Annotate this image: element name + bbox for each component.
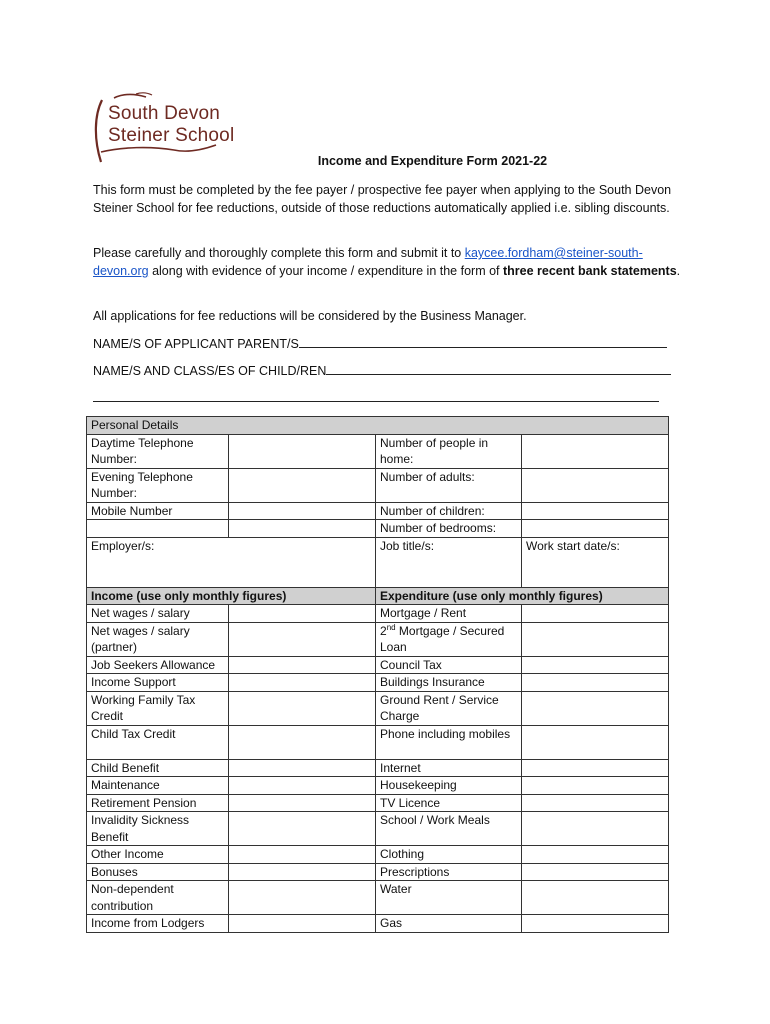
mobile-input[interactable] xyxy=(229,502,376,520)
income-header: Income (use only monthly figures) xyxy=(87,587,376,605)
evening-phone-input[interactable] xyxy=(229,468,376,502)
income-label: Non-dependent contribution xyxy=(87,881,229,915)
income-label: Child Benefit xyxy=(87,759,229,777)
table-row xyxy=(87,881,669,915)
expense-input[interactable] xyxy=(522,725,669,759)
expense-label: Internet xyxy=(376,759,522,777)
table-row xyxy=(87,674,669,692)
people-in-home-input[interactable] xyxy=(522,434,669,468)
work-start-input[interactable] xyxy=(522,537,669,587)
income-label: Net wages / salary xyxy=(87,605,229,623)
income-input[interactable] xyxy=(229,605,376,623)
blank-input-cell[interactable] xyxy=(229,520,376,538)
personal-details-header: Personal Details xyxy=(87,417,669,435)
money-header-row xyxy=(87,587,669,605)
income-label: Maintenance xyxy=(87,777,229,795)
table-row xyxy=(87,915,669,933)
table-row xyxy=(87,759,669,777)
table-row xyxy=(87,502,669,520)
expense-label: TV Licence xyxy=(376,794,522,812)
expense-label: School / Work Meals xyxy=(376,812,522,846)
income-label: Job Seekers Allowance xyxy=(87,656,229,674)
expense-input[interactable] xyxy=(522,777,669,795)
child-names-field xyxy=(93,363,671,378)
expense-label: Water xyxy=(376,881,522,915)
logo-text-line2: Steiner School xyxy=(108,125,235,146)
income-label: Working Family Tax Credit xyxy=(87,691,229,725)
income-input[interactable] xyxy=(229,863,376,881)
table-row xyxy=(87,794,669,812)
children-label: Number of children: xyxy=(376,502,522,520)
adults-input[interactable] xyxy=(522,468,669,502)
expense-label: Council Tax xyxy=(376,656,522,674)
people-in-home-label: Number of people in home: xyxy=(376,434,522,468)
employer-input[interactable] xyxy=(87,537,376,587)
table-row xyxy=(87,434,669,468)
parent-names-line[interactable] xyxy=(299,336,667,348)
income-label: Retirement Pension xyxy=(87,794,229,812)
child-names-line[interactable] xyxy=(326,363,671,375)
income-input[interactable] xyxy=(229,656,376,674)
form-title: Income and Expenditure Form 2021-22 xyxy=(317,154,548,168)
expense-label: Clothing xyxy=(376,846,522,864)
expense-label: Prescriptions xyxy=(376,863,522,881)
adults-label: Number of adults: xyxy=(376,468,522,502)
second-mortgage-text: Mortgage / Secured Loan xyxy=(380,623,505,654)
expense-input[interactable] xyxy=(522,622,669,656)
table-row xyxy=(87,605,669,623)
table-row xyxy=(87,777,669,795)
table-row xyxy=(87,863,669,881)
personal-details-header-row xyxy=(87,417,669,435)
intro-paragraph: This form must be completed by the fee payer / prospective fee payer when applying to the South Devon Steiner School for fee reductions, outside of those reductions automatically applied i.e. sibling discounts. xyxy=(93,183,672,215)
income-label: Invalidity Sickness Benefit xyxy=(87,812,229,846)
bedrooms-input[interactable] xyxy=(522,520,669,538)
bank-statements-emphasis: three recent bank statements xyxy=(502,264,677,278)
submission-text-start: Please carefully and thoroughly complete this form and submit it to xyxy=(93,246,465,260)
expense-input[interactable] xyxy=(522,794,669,812)
income-input[interactable] xyxy=(229,794,376,812)
expense-label-second-mortgage xyxy=(376,622,522,656)
expense-label: Mortgage / Rent xyxy=(376,605,522,623)
evening-phone-label: Evening Telephone Number: xyxy=(87,468,229,502)
bedrooms-label: Number of bedrooms: xyxy=(376,520,522,538)
expense-input[interactable] xyxy=(522,846,669,864)
income-input[interactable] xyxy=(229,915,376,933)
income-input[interactable] xyxy=(229,725,376,759)
income-label: Other Income xyxy=(87,846,229,864)
job-title-label: Job title/s: xyxy=(380,538,435,553)
expense-input[interactable] xyxy=(522,605,669,623)
blank-label-cell xyxy=(87,520,229,538)
table-row xyxy=(87,622,669,656)
income-input[interactable] xyxy=(229,759,376,777)
expense-label: Ground Rent / Service Charge xyxy=(376,691,522,725)
job-title-input[interactable] xyxy=(376,537,522,587)
expense-input[interactable] xyxy=(522,881,669,915)
income-label: Net wages / salary (partner) xyxy=(87,622,229,656)
income-label: Income from Lodgers xyxy=(87,915,229,933)
parent-names-label: NAME/S OF APPLICANT PARENT/S xyxy=(93,337,299,351)
submission-paragraph xyxy=(93,244,683,280)
logo-text-line1: South Devon xyxy=(108,103,221,124)
children-input[interactable] xyxy=(522,502,669,520)
submission-text-end: . xyxy=(676,264,681,278)
income-input[interactable] xyxy=(229,846,376,864)
table-row xyxy=(87,725,669,759)
income-label: Income Support xyxy=(87,674,229,692)
expense-input[interactable] xyxy=(522,691,669,725)
second-mortgage-number: 2 xyxy=(380,623,387,638)
table-row xyxy=(87,468,669,502)
employer-label: Employer/s: xyxy=(91,538,155,553)
extra-names-field xyxy=(93,390,659,405)
expense-label: Gas xyxy=(376,915,522,933)
table-row xyxy=(87,520,669,538)
consideration-paragraph: All applications for fee reductions will be considered by the Business Manager. xyxy=(93,309,527,323)
email-link[interactable]: kaycee.fordham@steiner-south-devon.org xyxy=(93,246,643,278)
expense-label: Housekeeping xyxy=(376,777,522,795)
expense-input[interactable] xyxy=(522,759,669,777)
extra-names-line[interactable] xyxy=(93,390,659,402)
expense-input[interactable] xyxy=(522,863,669,881)
table-row xyxy=(87,812,669,846)
daytime-phone-label: Daytime Telephone Number: xyxy=(87,434,229,468)
submission-text-middle: along with evidence of your income / expenditure in the form of xyxy=(148,264,503,278)
second-mortgage-suffix: nd xyxy=(386,622,396,632)
expenditure-header: Expenditure (use only monthly figures) xyxy=(376,587,669,605)
income-expenditure-table xyxy=(86,416,669,933)
income-input[interactable] xyxy=(229,622,376,656)
income-input[interactable] xyxy=(229,812,376,846)
expense-input[interactable] xyxy=(522,674,669,692)
income-input[interactable] xyxy=(229,674,376,692)
work-start-label: Work start date/s: xyxy=(526,538,620,553)
income-label: Bonuses xyxy=(87,863,229,881)
child-names-label: NAME/S AND CLASS/ES OF CHILD/REN xyxy=(93,364,327,378)
mobile-label: Mobile Number xyxy=(87,502,229,520)
expense-input[interactable] xyxy=(522,812,669,846)
daytime-phone-input[interactable] xyxy=(229,434,376,468)
table-row xyxy=(87,691,669,725)
expense-label: Buildings Insurance xyxy=(376,674,522,692)
income-input[interactable] xyxy=(229,777,376,795)
expense-input[interactable] xyxy=(522,656,669,674)
parent-names-field xyxy=(93,336,667,351)
expense-input[interactable] xyxy=(522,915,669,933)
table-row xyxy=(87,846,669,864)
table-row xyxy=(87,537,669,587)
income-input[interactable] xyxy=(229,691,376,725)
income-label: Child Tax Credit xyxy=(87,725,229,759)
income-input[interactable] xyxy=(229,881,376,915)
table-row xyxy=(87,656,669,674)
expense-label: Phone including mobiles xyxy=(376,725,522,759)
